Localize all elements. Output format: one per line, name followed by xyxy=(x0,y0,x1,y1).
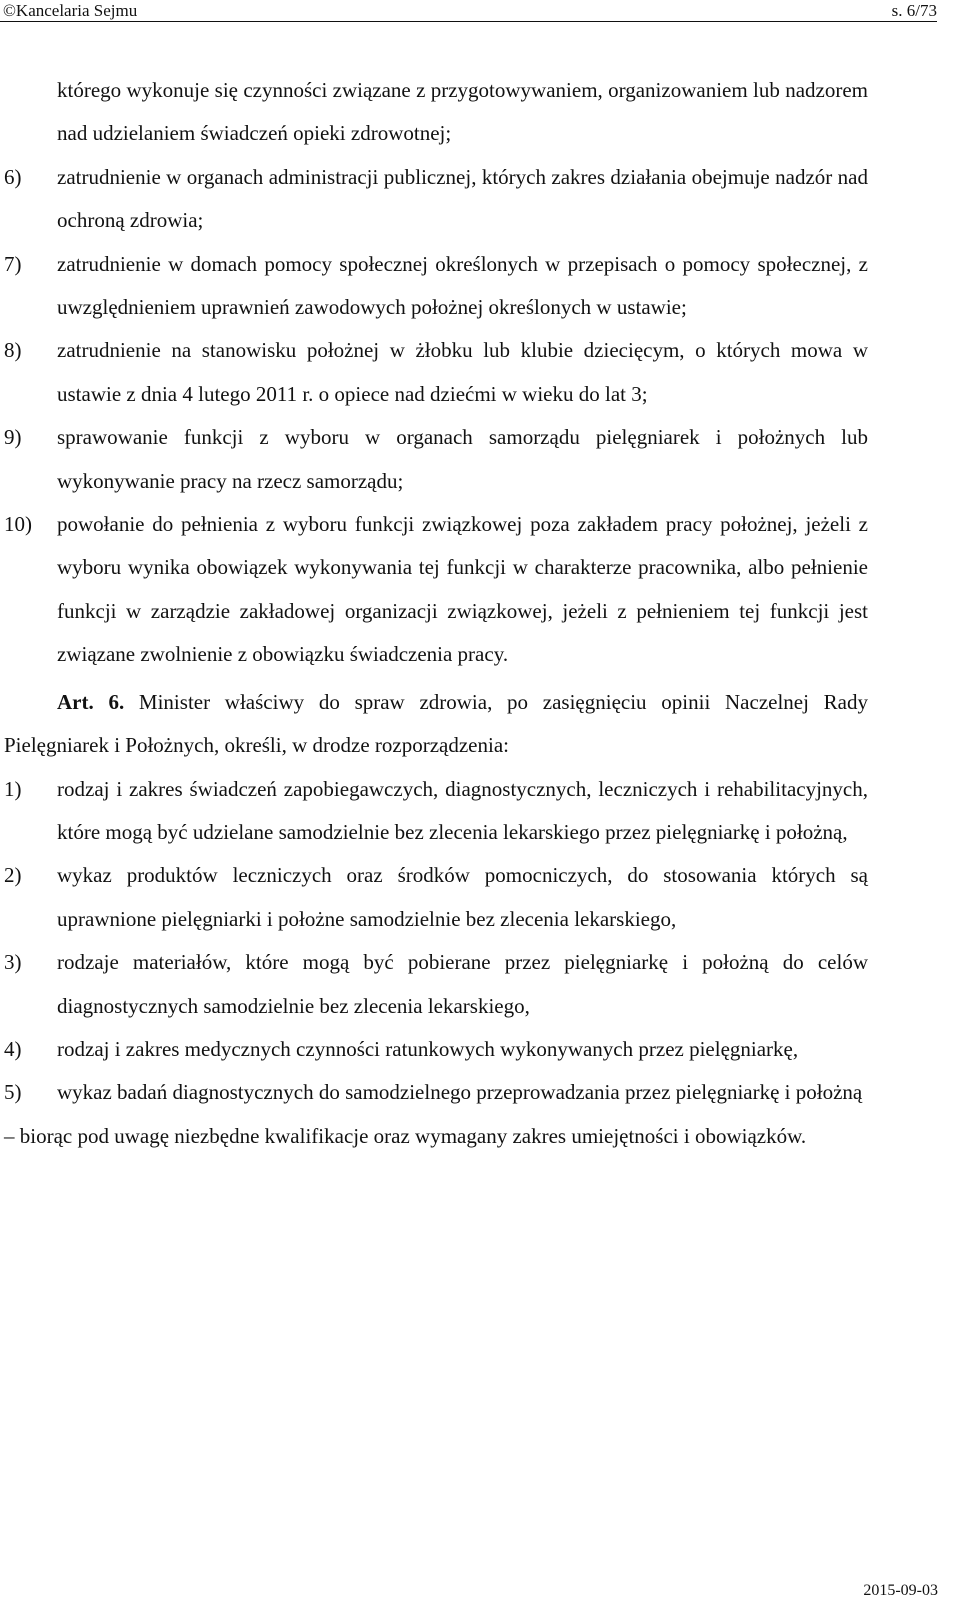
item-number: 5) xyxy=(4,1080,22,1105)
item-list-a xyxy=(4,156,868,677)
item-number: 8) xyxy=(4,338,22,363)
list-item xyxy=(4,503,868,677)
closing-paragraph: – biorąc pod uwagę niezbędne kwalifikacje oraz wymagany zakres umiejętności i obowiązków. xyxy=(4,1123,807,1148)
page-number: s. 6/73 xyxy=(891,1,937,20)
list-item xyxy=(4,416,868,503)
page-header xyxy=(0,0,960,22)
continuation-text: którego wykonuje się czynności związane z przygotowywaniem, organizowaniem lub nadzorem nad udzielaniem świadczeń opieki zdrowotnej; xyxy=(57,78,868,146)
article-paragraph xyxy=(4,681,868,768)
list-item xyxy=(4,854,868,941)
list-item xyxy=(4,156,868,243)
list-item xyxy=(4,768,868,855)
article-text: Minister właściwy do spraw zdrowia, po zasięgnięciu opinii Naczelnej Rady Pielęgniarek i Położnych, określi, w drodze rozporządzenia: xyxy=(4,689,868,758)
item-text: wykaz produktów leczniczych oraz środków pomocniczych, do stosowania których są uprawnione pielęgniarki i położne samodzielnie bez zlecenia lekarskiego, xyxy=(57,863,868,931)
document-body xyxy=(4,69,868,1158)
article-label: Art. 6. xyxy=(57,689,125,714)
item-text: powołanie do pełnienia z wyboru funkcji związkowej poza zakładem pracy położnej, jeżeli z wyboru wynika obowiązek wykonywania tej funkcji w charakterze pracownika, albo pełnienie funkcji w zarządzie zakładowej organizacji związkowej, jeżeli z pełnieniem tej funkcji jest związane zwolnienie z obowiązku świadczenia pracy. xyxy=(57,512,868,667)
item-number: 4) xyxy=(4,1036,22,1061)
item-number: 6) xyxy=(4,164,22,189)
item-text: sprawowanie funkcji z wyboru w organach samorządu pielęgniarek i położnych lub wykonywanie pracy na rzecz samorządu; xyxy=(57,425,868,493)
item-text: rodzaj i zakres medycznych czynności ratunkowych wykonywanych przez pielęgniarkę, xyxy=(57,1036,799,1061)
item-number: 3) xyxy=(4,950,22,975)
item-text: rodzaj i zakres świadczeń zapobiegawczych, diagnostycznych, leczniczych i rehabilitacyjnych, które mogą być udzielane samodzielnie bez zlecenia lekarskiego przez pielęgniarkę i położną, xyxy=(57,776,868,844)
item-number: 1) xyxy=(4,776,22,801)
list-item xyxy=(4,1028,868,1071)
list-item xyxy=(4,329,868,416)
item-text: rodzaje materiałów, które mogą być pobierane przez pielęgniarkę i położną do celów diagnostycznych samodzielnie bez zlecenia lekarskiego, xyxy=(57,950,868,1018)
list-item xyxy=(4,1071,868,1114)
copyright-label: ©Kancelaria Sejmu xyxy=(3,1,138,20)
item-number: 9) xyxy=(4,425,22,450)
item-text: zatrudnienie w organach administracji publicznej, których zakres działania obejmuje nadzór nad ochroną zdrowia; xyxy=(57,164,868,233)
item-number: 2) xyxy=(4,863,22,888)
item-number: 10) xyxy=(4,512,32,537)
item-text: wykaz badań diagnostycznych do samodzielnego przeprowadzania przez pielęgniarkę i położną xyxy=(57,1080,863,1105)
item-list-b xyxy=(4,768,868,1115)
header-rule xyxy=(0,21,937,22)
list-item xyxy=(4,243,868,330)
item-text: zatrudnienie w domach pomocy społecznej określonych w przepisach o pomocy społecznej, z uwzględnieniem uprawnień zawodowych położnej określonych w ustawie; xyxy=(57,251,868,320)
footer-date: 2015-09-03 xyxy=(863,1582,938,1599)
item-number: 7) xyxy=(4,251,22,276)
list-item xyxy=(4,941,868,1028)
item-text: zatrudnienie na stanowisku położnej w żłobku lub klubie dziecięcym, o których mowa w ustawie z dnia 4 lutego 2011 r. o opiece nad dziećmi w wieku do lat 3; xyxy=(57,338,868,406)
